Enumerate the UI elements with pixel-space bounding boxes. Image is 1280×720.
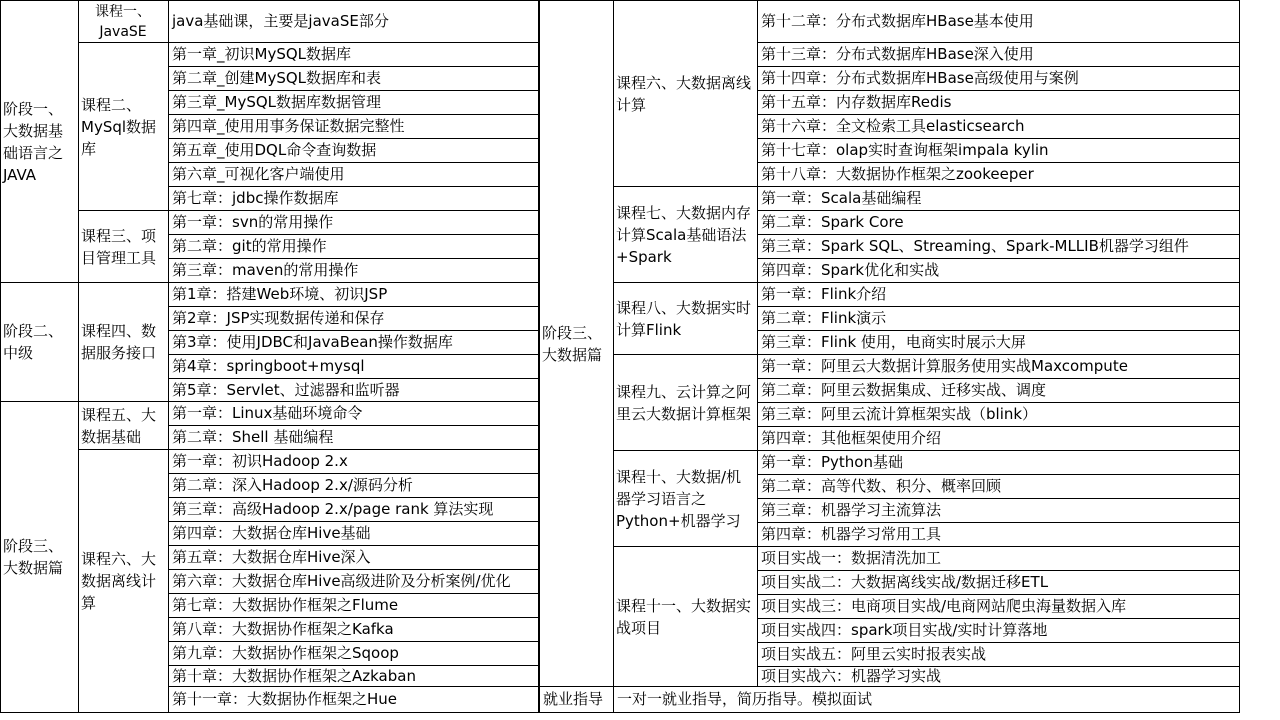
right-chapter-row: 第十八章：大数据协作框架之zookeeper <box>758 163 1240 187</box>
left-chapter-row: 第三章：maven的常用操作 <box>169 259 539 283</box>
right-chapter-row: 项目实战五：阿里云实时报表实战 <box>758 643 1240 667</box>
right-chapter-row: 第一章：Python基础 <box>758 451 1240 475</box>
course-cell-mysql: 课程二、MySql数据库 <box>79 43 169 211</box>
right-chapter-row: 第二章：Spark Core <box>758 211 1240 235</box>
right-chapter-row: 第一章：Scala基础编程 <box>758 187 1240 211</box>
left-chapter-row: 第三章_MySQL数据库数据管理 <box>169 91 539 115</box>
right-chapter-row: 第十四章：分布式数据库HBase高级使用与案例 <box>758 67 1240 91</box>
left-chapter-row: 第九章：大数据协作框架之Sqoop <box>169 642 539 666</box>
left-chapter-row: 第七章：大数据协作框架之Flume <box>169 594 539 618</box>
right-chapter-row: 第二章：阿里云数据集成、迁移实战、调度 <box>758 379 1240 403</box>
right-chapter-row: 第十二章：分布式数据库HBase基本使用 <box>758 0 1240 43</box>
left-chapter-row: 第1章：搭建Web环境、初识JSP <box>169 283 539 307</box>
right-chapter-row: 第四章：其他框架使用介绍 <box>758 427 1240 451</box>
stage-cell-1: 阶段一、大数据基础语言之JAVA <box>0 0 79 283</box>
stage-cell-2: 阶段二、中级 <box>0 283 79 402</box>
left-chapter-row: 第4章：springboot+mysql <box>169 355 539 379</box>
employment-label-cell: 就业指导 <box>539 687 614 713</box>
left-chapter-row: 第八章：大数据协作框架之Kafka <box>169 618 539 642</box>
left-chapter-row: 第一章：初识Hadoop 2.x <box>169 450 539 474</box>
right-chapter-row: 项目实战四：spark项目实战/实时计算落地 <box>758 619 1240 643</box>
left-chapter-row: 第十章：大数据协作框架之Azkaban <box>169 666 539 687</box>
left-chapter-row: 第七章：jdbc操作数据库 <box>169 187 539 211</box>
right-course-aliyun: 课程九、云计算之阿里云大数据计算框架 <box>614 355 758 451</box>
right-chapter-row: 项目实战六：机器学习实战 <box>758 667 1240 687</box>
right-chapter-row: 第四章：机器学习常用工具 <box>758 523 1240 547</box>
left-chapter-row: 第四章_使用用事务保证数据完整性 <box>169 115 539 139</box>
right-chapter-row: 第十五章：内存数据库Redis <box>758 91 1240 115</box>
course-cell-bigdata-basics: 课程五、大数据基础 <box>79 402 169 450</box>
right-chapter-row: 项目实战三：电商项目实战/电商网站爬虫海量数据入库 <box>758 595 1240 619</box>
employment-text-cell: 一对一就业指导，简历指导。模拟面试 <box>614 687 1240 713</box>
right-course-projects: 课程十一、大数据实战项目 <box>614 547 758 687</box>
right-chapter-row: 第三章：阿里云流计算框架实战（blink） <box>758 403 1240 427</box>
right-chapter-row: 第一章：Flink介绍 <box>758 283 1240 307</box>
right-chapter-row: 第四章：Spark优化和实战 <box>758 259 1240 283</box>
left-chapter-row: 第二章：Shell 基础编程 <box>169 426 539 450</box>
left-chapter-row: 第六章：大数据仓库Hive高级进阶及分析案例/优化 <box>169 570 539 594</box>
right-chapter-row: 第二章：高等代数、积分、概率回顾 <box>758 475 1240 499</box>
left-chapter-row: 第十一章：大数据协作框架之Hue <box>169 687 539 713</box>
left-chapter-row: 第四章：大数据仓库Hive基础 <box>169 522 539 546</box>
left-chapter-row: 第五章_使用DQL命令查询数据 <box>169 139 539 163</box>
right-chapter-row: 第十七章：olap实时查询框架impala kylin <box>758 139 1240 163</box>
left-chapter-row: 第一章_初识MySQL数据库 <box>169 43 539 67</box>
right-course-spark: 课程七、大数据内存计算Scala基础语法+Spark <box>614 187 758 283</box>
left-chapter-row: 第五章：大数据仓库Hive深入 <box>169 546 539 570</box>
left-chapter-row: 第六章_可视化客户端使用 <box>169 163 539 187</box>
right-chapter-row: 项目实战一：数据清洗加工 <box>758 547 1240 571</box>
course-cell-offline: 课程六、大数据离线计算 <box>79 450 169 713</box>
left-chapter-row: 第一章：Linux基础环境命令 <box>169 402 539 426</box>
left-chapter-row: 第二章：深入Hadoop 2.x/源码分析 <box>169 474 539 498</box>
left-chapter-row: 第3章：使用JDBC和JavaBean操作数据库 <box>169 331 539 355</box>
right-course-flink: 课程八、大数据实时计算Flink <box>614 283 758 355</box>
left-chapter-row: 第一章：svn的常用操作 <box>169 211 539 235</box>
right-chapter-row: 第三章：机器学习主流算法 <box>758 499 1240 523</box>
course-cell-data-service: 课程四、数据服务接口 <box>79 283 169 402</box>
stage-cell-3: 阶段三、大数据篇 <box>0 402 79 713</box>
right-chapter-row: 第三章：Spark SQL、Streaming、Spark-MLLIB机器学习组件 <box>758 235 1240 259</box>
right-course-python-ml: 课程十、大数据/机器学习语言之Python+机器学习 <box>614 451 758 547</box>
right-chapter-row: 项目实战二：大数据离线实战/数据迁移ETL <box>758 571 1240 595</box>
left-chapter-row: 第二章_创建MySQL数据库和表 <box>169 67 539 91</box>
right-stage-cell: 阶段三、大数据篇 <box>539 0 614 687</box>
left-chapter-row: 第2章：JSP实现数据传递和保存 <box>169 307 539 331</box>
left-chapter-row: 第二章：git的常用操作 <box>169 235 539 259</box>
left-chapter-row: java基础课，主要是javaSE部分 <box>169 0 539 43</box>
course-cell-javase: 课程一、JavaSE <box>79 0 169 43</box>
right-chapter-row: 第十三章：分布式数据库HBase深入使用 <box>758 43 1240 67</box>
right-course-offline: 课程六、大数据离线计算 <box>614 0 758 187</box>
right-chapter-row: 第一章：阿里云大数据计算服务使用实战Maxcompute <box>758 355 1240 379</box>
course-cell-pm-tools: 课程三、项目管理工具 <box>79 211 169 283</box>
right-chapter-row: 第三章：Flink 使用，电商实时展示大屏 <box>758 331 1240 355</box>
left-chapter-row: 第三章：高级Hadoop 2.x/page rank 算法实现 <box>169 498 539 522</box>
right-chapter-row: 第二章：Flink演示 <box>758 307 1240 331</box>
left-chapter-row: 第5章：Servlet、过滤器和监听器 <box>169 379 539 402</box>
right-chapter-row: 第十六章：全文检索工具elasticsearch <box>758 115 1240 139</box>
